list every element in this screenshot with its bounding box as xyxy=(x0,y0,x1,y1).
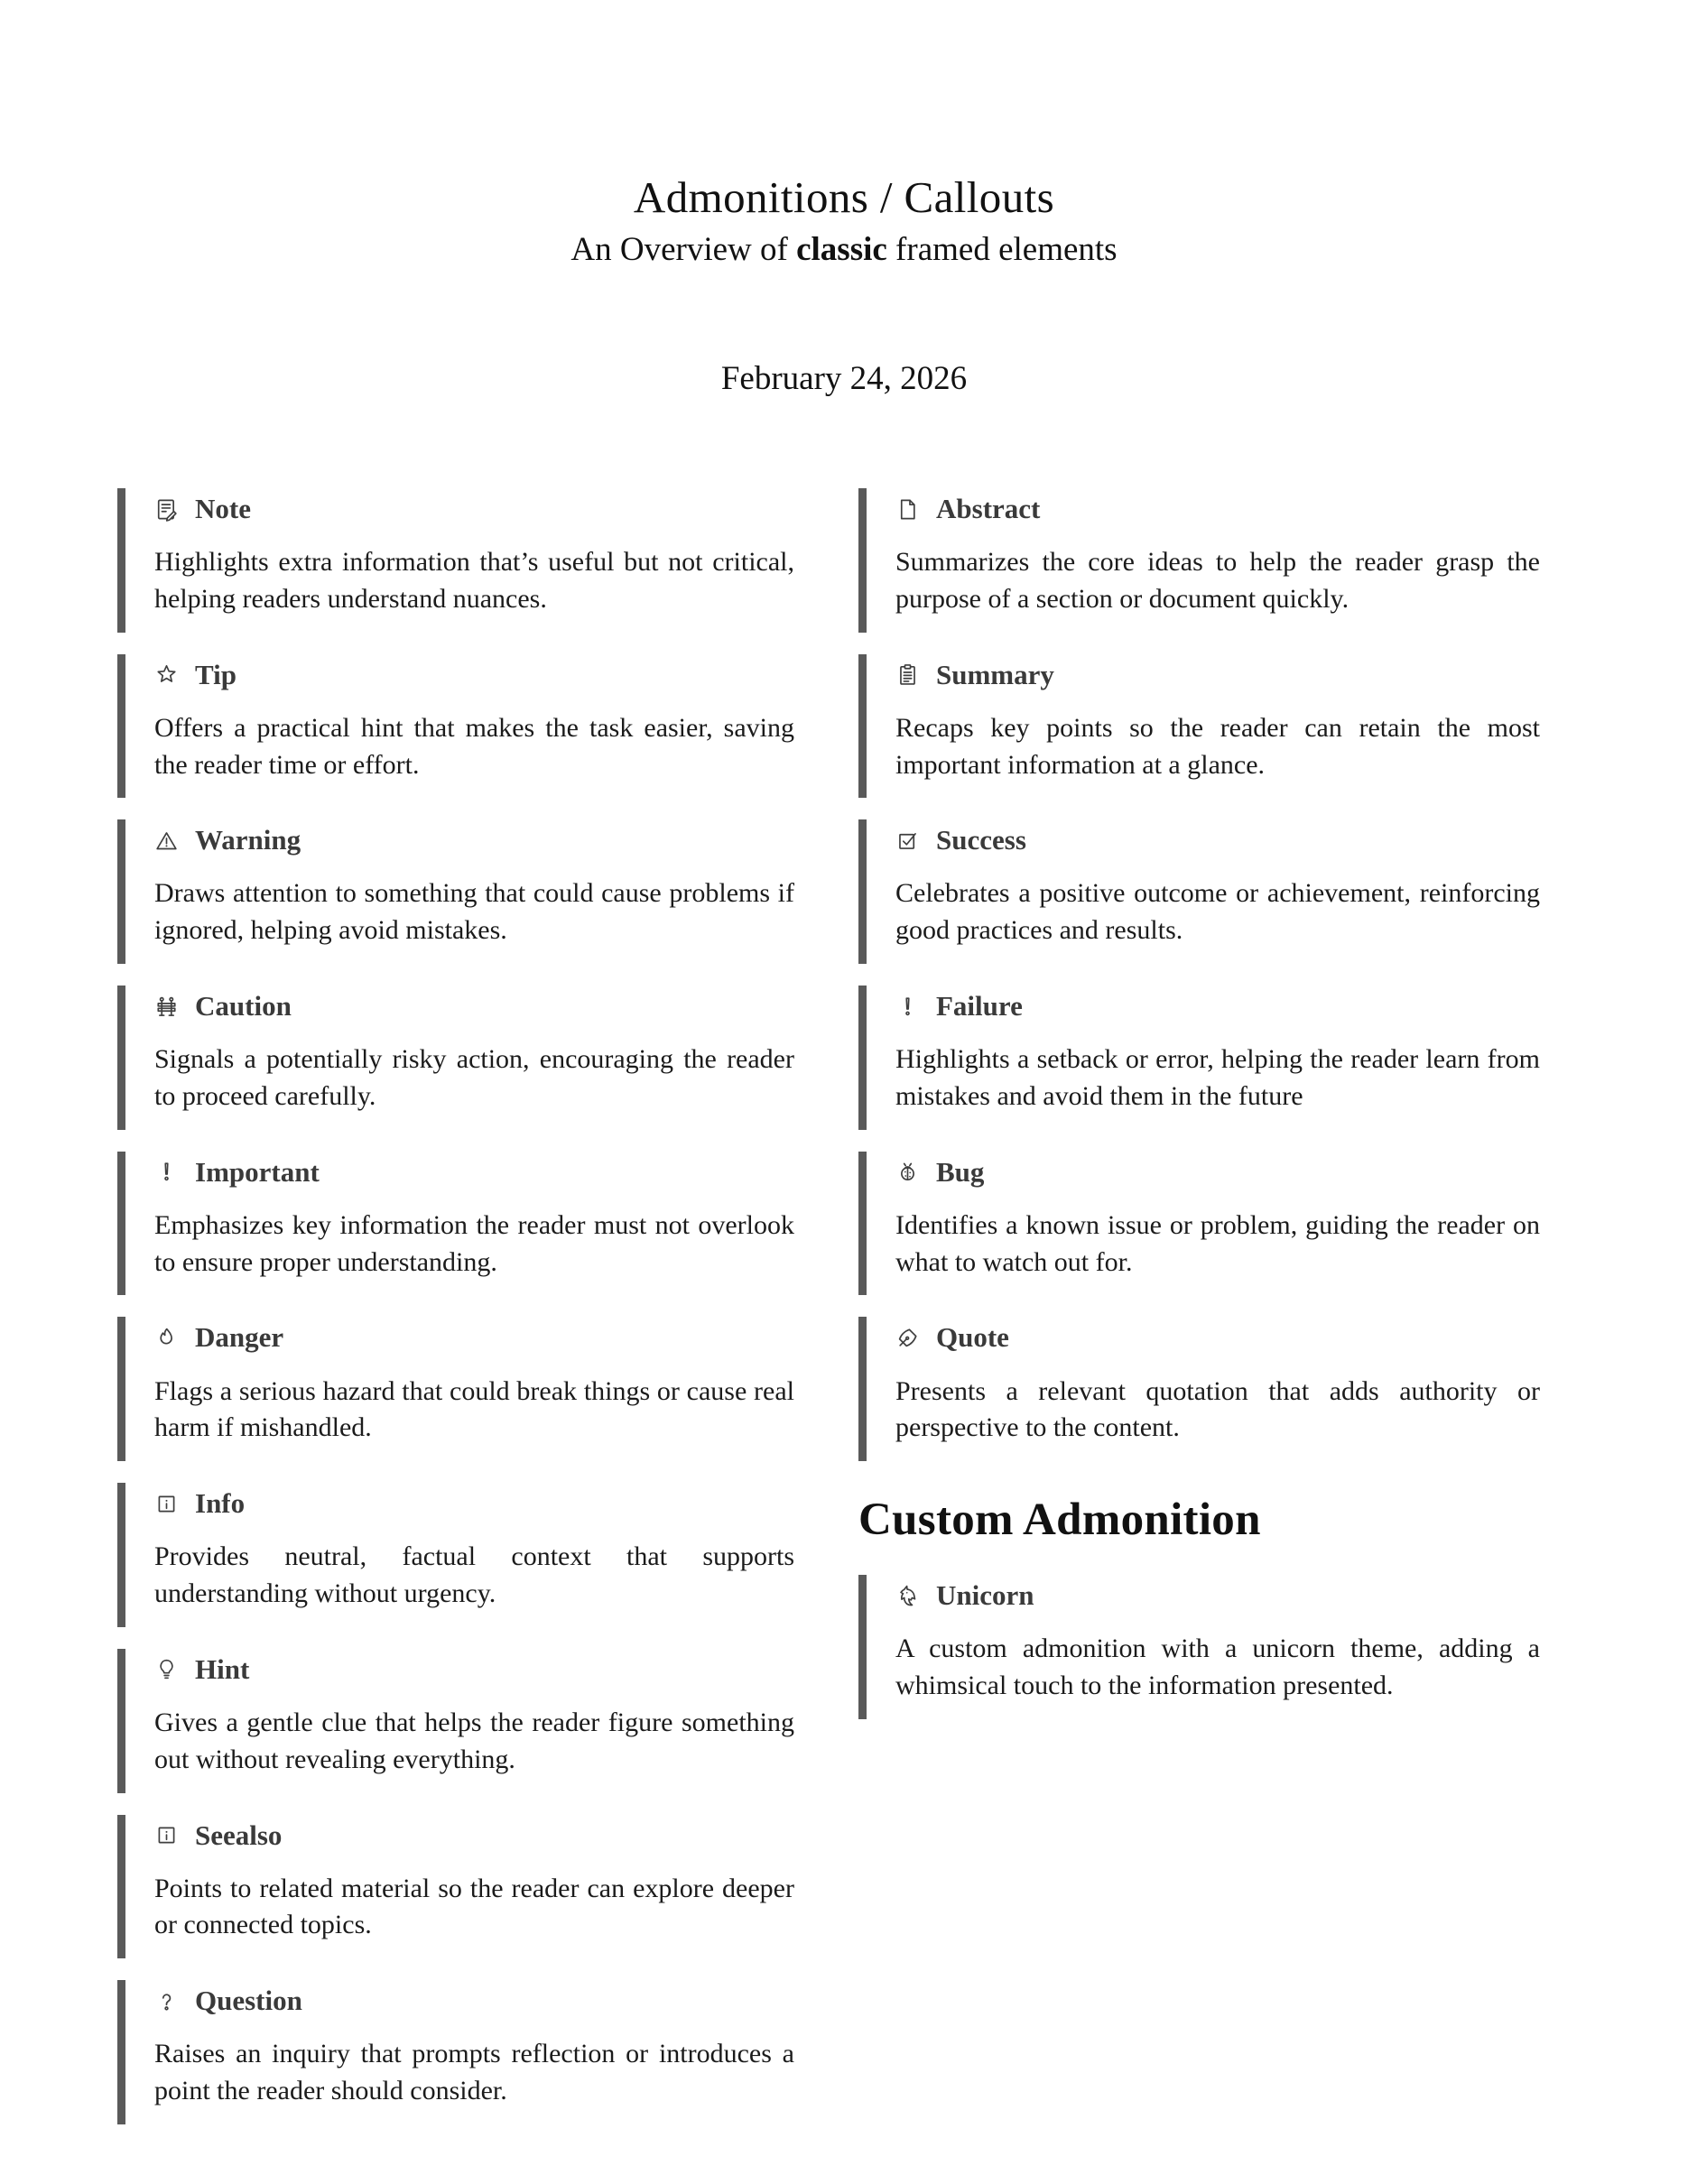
pen-nib-icon xyxy=(895,1326,920,1350)
admonition-header xyxy=(154,1488,794,1519)
admonition-title: Danger xyxy=(195,1321,284,1354)
admonition-body: Highlights extra information that’s useful but not critical, helping readers understand nuances. xyxy=(154,547,794,614)
admonition-body: Recaps key points so the reader can retain the most important information at a glance. xyxy=(895,712,1540,780)
admonition-danger xyxy=(117,1317,794,1461)
admonition-title: Failure xyxy=(936,990,1023,1023)
admonition-title: Summary xyxy=(936,658,1054,690)
admonition-seealso xyxy=(117,1815,794,1959)
admonition-question xyxy=(117,1980,794,2124)
admonition-header xyxy=(895,494,1540,524)
admonition-title: Bug xyxy=(936,1155,985,1188)
admonition-body: Identifies a known issue or problem, guiding the reader on what to watch out for. xyxy=(895,1209,1540,1277)
barrier-icon xyxy=(154,995,179,1019)
admonition-header xyxy=(895,660,1540,690)
page-title: Admonitions / Callouts xyxy=(633,172,1055,222)
admonition-body: Raises an inquiry that prompts reflection or introduces a point the reader should consider. xyxy=(154,2039,794,2106)
admonition-header xyxy=(154,660,794,690)
unicorn-icon xyxy=(895,1584,920,1608)
admonition-header xyxy=(154,1157,794,1188)
admonition-title: Quote xyxy=(936,1321,1009,1354)
admonition-abstract xyxy=(858,488,1540,633)
admonition-header xyxy=(154,494,794,524)
admonition-bug xyxy=(858,1152,1540,1296)
exclamation-icon xyxy=(895,995,920,1019)
info-icon xyxy=(154,1492,179,1516)
admonition-important xyxy=(117,1152,794,1296)
lightbulb-icon xyxy=(154,1657,179,1681)
admonition-summary xyxy=(858,654,1540,799)
admonition-header xyxy=(895,1157,1540,1188)
admonition-body: A custom admonition with a unicorn theme, adding a whimsical touch to the information presented. xyxy=(895,1633,1540,1701)
exclamation-icon xyxy=(154,1160,179,1184)
admonition-body: Summarizes the core ideas to help the reader grasp the purpose of a section or document quickly. xyxy=(895,547,1540,614)
question-icon xyxy=(154,1989,179,2013)
admonition-header xyxy=(154,1820,794,1851)
admonition-title: Abstract xyxy=(936,493,1041,524)
admonition-tip xyxy=(117,654,794,799)
bug-icon xyxy=(895,1160,920,1184)
admonition-warning xyxy=(117,819,794,964)
admonition-body: Flags a serious hazard that could break things or cause real harm if mishandled. xyxy=(154,1375,794,1443)
admonition-body: Highlights a setback or error, helping the reader learn from mistakes and avoid them in the future xyxy=(895,1044,1540,1111)
warning-icon xyxy=(154,828,179,853)
admonition-header xyxy=(154,1985,794,2016)
admonition-title: Unicorn xyxy=(936,1579,1034,1612)
admonition-title: Seealso xyxy=(195,1818,283,1851)
admonition-hint xyxy=(117,1649,794,1793)
checkbox-icon xyxy=(895,828,920,853)
page-date: February 24, 2026 xyxy=(720,360,968,397)
admonition-unicorn xyxy=(858,1575,1540,1719)
admonition-body: Signals a potentially risky action, encouraging the reader to proceed carefully. xyxy=(154,1044,794,1111)
admonition-title: Question xyxy=(195,1985,302,2017)
admonition-header xyxy=(895,825,1540,856)
admonition-info xyxy=(117,1483,794,1627)
admonition-body: Draws attention to something that could cause problems if ignored, helping avoid mistakes. xyxy=(154,878,794,946)
admonition-note xyxy=(117,488,794,633)
star-icon xyxy=(154,662,179,687)
admonition-columns xyxy=(117,488,1688,2146)
admonition-title: Warning xyxy=(195,824,301,856)
admonition-header xyxy=(154,1322,794,1353)
admonition-header xyxy=(154,1654,794,1685)
admonition-header xyxy=(154,825,794,856)
admonition-body: Offers a practical hint that makes the task easier, saving the reader time or effort. xyxy=(154,712,794,780)
clipboard-icon xyxy=(895,662,920,687)
subtitle-suffix: framed elements xyxy=(886,231,1118,268)
admonition-title: Success xyxy=(936,824,1026,856)
admonition-caution xyxy=(117,986,794,1130)
admonition-body: Gives a gentle clue that helps the reader figure something out without revealing everything. xyxy=(154,1707,794,1774)
admonition-title: Tip xyxy=(195,658,237,690)
admonition-title: Info xyxy=(195,1487,246,1520)
admonition-header xyxy=(154,991,794,1022)
admonition-body: Presents a relevant quotation that adds authority or perspective to the content. xyxy=(895,1375,1540,1443)
title-block xyxy=(0,0,1688,398)
right-column xyxy=(858,488,1540,2146)
admonition-success xyxy=(858,819,1540,964)
admonition-body: Points to related material so the reader can explore deeper or connected topics. xyxy=(154,1873,794,1940)
page-subtitle xyxy=(0,230,1688,269)
section-heading: Custom Admonition xyxy=(858,1495,1261,1546)
admonition-quote xyxy=(858,1317,1540,1461)
subtitle-prefix: An Overview of xyxy=(570,231,797,268)
file-icon xyxy=(895,497,920,522)
admonition-header xyxy=(895,991,1540,1022)
subtitle-bold-word: classic xyxy=(796,231,887,268)
flame-icon xyxy=(154,1326,179,1350)
admonition-failure xyxy=(858,986,1540,1130)
admonition-body: Provides neutral, factual context that supports understanding without urgency. xyxy=(154,1541,794,1609)
admonition-title: Caution xyxy=(195,990,292,1023)
info-icon xyxy=(154,1823,179,1847)
admonition-body: Celebrates a positive outcome or achievement, reinforcing good practices and results. xyxy=(895,878,1540,946)
admonition-body: Emphasizes key information the reader must not overlook to ensure proper understanding. xyxy=(154,1209,794,1277)
admonition-header xyxy=(895,1322,1540,1353)
admonition-title: Important xyxy=(195,1155,320,1188)
left-column xyxy=(117,488,794,2146)
note-icon xyxy=(154,497,179,522)
admonition-title: Note xyxy=(195,493,251,524)
admonition-title: Hint xyxy=(195,1652,250,1685)
admonition-header xyxy=(895,1580,1540,1611)
